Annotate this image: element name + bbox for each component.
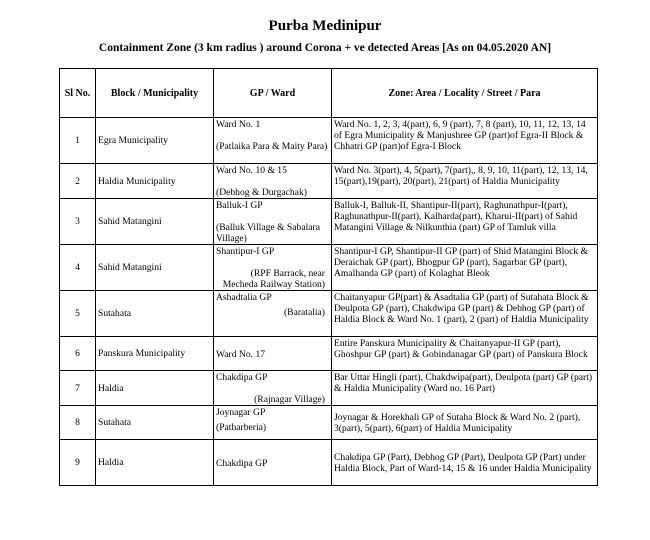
sl-no-cell: 8 [60, 406, 96, 440]
header-sl-no: Sl No. [60, 69, 96, 118]
containment-zone-table [59, 68, 598, 486]
block-cell: Sutahata [96, 406, 214, 440]
table-row [60, 199, 598, 245]
zone-area-cell: Shantipur-I GP, Shantipur-II GP (part) of Shid Matangini Block & Deraichak GP (part), Bhogpur GP (part), Sagarbar GP (part), Amalhanda GP (part) of Kolaghat Bleok [332, 245, 598, 291]
gp-ward-name: Balluk-I GP [216, 200, 263, 211]
page-title: Purba Medinipur [268, 18, 382, 34]
table-row [60, 118, 598, 164]
page-subtitle: Containment Zone (3 km radius ) around Corona + ve detected Areas [As on 04.05.2020 AN] [98, 42, 552, 54]
zone-area-cell: Bar Uttar Hingli (part), Chakdwipa(part), Deulpota (part) GP (part) & Haldia Municipality (Ward no. 16 Part) [332, 371, 598, 406]
block-cell: Sutahata [96, 291, 214, 337]
block-cell: Sahid Matangini [96, 199, 214, 245]
header-gp-ward: GP / Ward [214, 69, 332, 118]
table-row [60, 291, 598, 337]
sl-no-cell: 4 [60, 245, 96, 291]
table-row [60, 406, 598, 440]
zone-area-cell: Joynagar & Horekhali GP of Sutaha Block & Ward No. 2 (part), 3(part), 5(part), 6(part) of Haldia Municipality [332, 406, 598, 440]
gp-ward-locality: (Debhog & Durgachak) [216, 187, 307, 198]
header-zone: Zone: Area / Locality / Street / Para [332, 69, 598, 118]
zone-area-cell: Chaitanyapur GP(part) & Asadtalia GP (part) of Sutahata Block & Deulpota GP (part), Chakdwipa GP (part) & Debhog GP (part) of Haldia Block & Ward No. 1 (part), 2 (part) of Haldia Municipality [332, 291, 598, 337]
sl-no-cell: 5 [60, 291, 96, 337]
zone-area-cell: Ward No. 1, 2, 3, 4(part), 6, 9 (part), 7, 8 (part), 10, 11, 12, 13, 14 of Egra Municipality & Manjushree GP (part)of Egra-II Block & Chhatri GP (part)of Egra-I Block [332, 118, 598, 164]
sl-no-cell: 9 [60, 440, 96, 486]
table-row [60, 440, 598, 486]
gp-ward-name: Chakdipa GP [216, 372, 268, 383]
zone-area-cell: Balluk-I, Balluk-II, Shantipur-II(part), Raghunathpur-I(part), Raghunathpur-II(part), Kalharda(part), Kharui-II(part) of Sahid Matangini Village & Nilkunthia (part) GP of Tamluk villa [332, 199, 598, 245]
zone-area-cell: Chakdipa GP (Part), Debhog GP (Part), Deulpota GP (Part) under Haldia Block, Part of Ward-14, 15 & 16 under Haldia Municipality [332, 440, 598, 486]
gp-ward-name: Ward No. 10 & 15 [216, 165, 287, 176]
sl-no-cell: 7 [60, 371, 96, 406]
block-cell: Egra Municipality [96, 118, 214, 164]
gp-ward-cell [214, 118, 332, 164]
sl-no-cell: 3 [60, 199, 96, 245]
zone-area-cell: Ward No. 3(part), 4, 5(part), 7(part),, 8, 9, 10, 11(part), 12, 13, 14, 15(part),19(part), 20(part), 21(part) of Haldia Municipality [332, 164, 598, 199]
gp-ward-cell [214, 371, 332, 406]
gp-ward-name: Chakdipa GP [216, 457, 268, 469]
table-row [60, 245, 598, 291]
gp-ward-cell [214, 291, 332, 337]
gp-ward-locality: (RPF Barrack, near Mecheda Railway Station) [222, 268, 325, 290]
gp-ward-name: Ward No. 17 [216, 348, 266, 360]
gp-ward-locality: (Patharberia) [216, 422, 267, 433]
gp-ward-cell [214, 199, 332, 245]
gp-ward-locality: (Balluk Village & Sabalara Village) [216, 222, 320, 244]
gp-ward-cell [214, 406, 332, 440]
gp-ward-cell [214, 164, 332, 199]
gp-ward-locality: (Patlaika Para & Maity Para) [216, 141, 328, 152]
table-row [60, 337, 598, 371]
table-row [60, 164, 598, 199]
block-cell: Haldia Municipality [96, 164, 214, 199]
sl-no-cell: 6 [60, 337, 96, 371]
sl-no-cell: 2 [60, 164, 96, 199]
gp-ward-cell [214, 245, 332, 291]
block-cell: Panskura Municipality [96, 337, 214, 371]
block-cell: Sahid Matangini [96, 245, 214, 291]
block-cell: Haldia [96, 440, 214, 486]
sl-no-cell: 1 [60, 118, 96, 164]
gp-ward-name: Ashadtalia GP [216, 292, 272, 303]
gp-ward-name: Shantipur-I GP [216, 246, 275, 257]
block-cell: Haldia [96, 371, 214, 406]
gp-ward-locality: (Baratalia) [283, 307, 325, 318]
gp-ward-name: Ward No. 1 [216, 119, 261, 130]
gp-ward-locality: (Rajnagar Village) [254, 394, 325, 405]
gp-ward-name: Joynagar GP [216, 407, 266, 418]
gp-ward-cell [214, 440, 332, 486]
zone-area-cell: Entire Panskura Municipality & Chaitanyapur-II GP (part), Ghoshpur GP (part) & Gobindanagar GP (part) of Panskura Block [332, 337, 598, 371]
table-header-row [60, 69, 598, 118]
gp-ward-cell [214, 337, 332, 371]
header-block-municipality: Block / Municipality [96, 69, 214, 118]
table-row [60, 371, 598, 406]
